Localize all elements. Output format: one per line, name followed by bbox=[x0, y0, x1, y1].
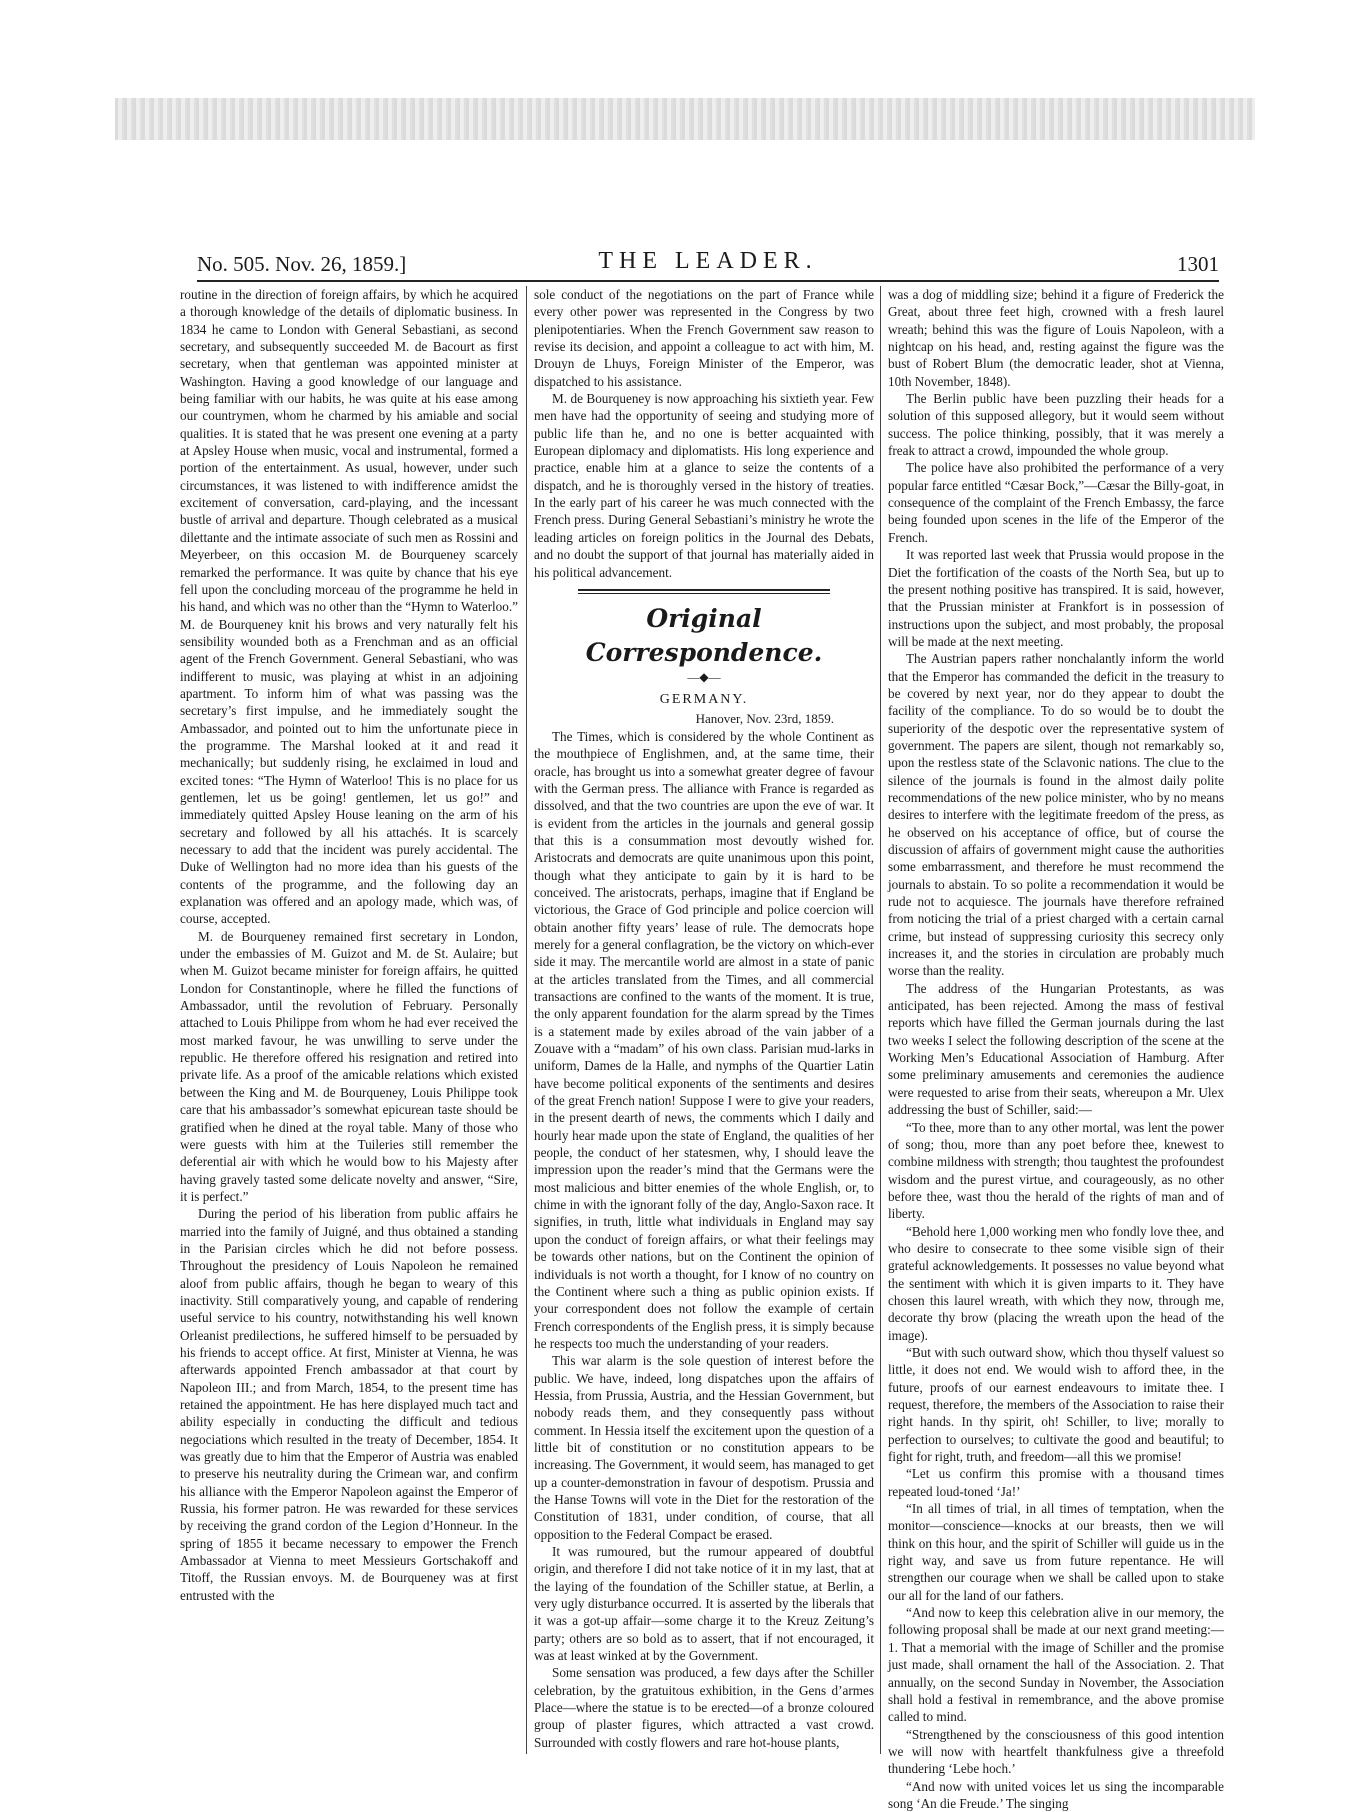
paragraph: “In all times of trial, in all times of temptation, when the monitor—conscience—knocks at our breasts, then we will think on this hour, and the spirit of Schiller will guide us in the right way, and save us from future repentance. He will strengthen our courage when we shall be called upon to stake our all for the land of our fathers. bbox=[888, 1501, 1224, 1603]
paragraph: M. de Bourqueney remained first secretary in London, under the embassies of M. Guizot and M. de St. Aulaire; but when M. Guizot became minister for foreign affairs, he quitted London for Constantinople, where he filled the functions of Ambassador, until the revolution of February. Personally attached to Louis Philippe from whom he had ever received the most marked favour, he was unwilling to serve under the republic. He therefore offered his resignation and retired into private life. As a proof of the amicable relations which existed between the King and M. de Bourqueney, Louis Philippe took care that his ambassador’s somewhat epicurean taste should be gratified when he dined at the royal table. Many of those who were guests with him at the Tuileries still remember the deferential air with which he would bow to his Majesty after having gravely tasted some delicate novelty and answer, “Sire, it is perfect.” bbox=[180, 928, 518, 1204]
paragraph: “To thee, more than to any other mortal, was lent the power of song; thou, more than any poet before thee, knewest to combine mildness with strength; thou taughtest the profoundest wisdom and the purest virtue, and courageously, as no other before thee, wast thou the herald of the rights of man and of liberty. bbox=[888, 1119, 1224, 1222]
scan-artifact-bar bbox=[115, 98, 1255, 140]
paragraph: It was rumoured, but the rumour appeared of doubtful origin, and therefore I did not take notice of it in my last, that at the laying of the foundation of the Schiller statue, at Berlin, a very ugly disturbance occurred. It is asserted by the liberals that it was a got-up affair—some charge it to the Kreuz Zeitung’s party; others are so bold as to assert, that if not encouraged, it was at least winked at by the Government. bbox=[534, 1544, 874, 1664]
column-3 bbox=[888, 286, 1224, 1811]
paragraph: The Austrian papers rather nonchalantly inform the world that the Emperor has commanded the deficit in the treasury to be covered by next year, nor do they appear to doubt the facility of the compliance. To do so would be to doubt the superiority of the despotic over the representative system of government. The papers are silent, though not remarkably so, upon the restless state of the Sclavonic nations. The clue to the silence of the journals is found in the almost daily polite recommendations of the new police minister, who by no means desires to interfere with the legitimate freedom of the press, as he observed on his acceptance of office, but of course the discussion of affairs of government might cause the authorities some embarrassment, and therefore he must recommend the journals to abstain. To so polite a recommendation it would be rude not to acquiesce. The journals have therefore refrained from noticing the trial of a priest charged with a certain carnal crime, but instead of suppressing curiosity this secrecy only increases it, and the stories in circulation are probably much worse than the reality. bbox=[888, 651, 1224, 979]
section-title: Original Correspondence. bbox=[585, 603, 823, 667]
paragraph: It was reported last week that Prussia would propose in the Diet the fortification of the coasts of the North Sea, but up to the present nothing positive has transpired. It is said, however, that the Prussian minister at Frankfort is in possession of instructions upon the subject, and most probably, the proposal will be made at the next meeting. bbox=[888, 547, 1224, 649]
paragraph: routine in the direction of foreign affairs, by which he acquired a thorough knowledge of the details of diplomatic business. In 1834 he came to London with General Sebastiani, as second secretary, and subsequently succeeded M. de Bacourt as first secretary, when that gentleman was appointed minister at Washington. Having a good knowledge of our language and being familiar with our habits, he was quite at his ease among our countrymen, whom he charmed by his amiable and social qualities. It is stated that he was present one evening at a party at Apsley House when music, vocal and instrumental, formed a portion of the entertainment. As usual, however, under such circumstances, it was listened to with indifference amidst the excitement of conversation, card-playing, and the incessant bustle of arrival and departure. Though celebrated as a musical dilettante and the intimate associate of such men as Rossini and Meyerbeer, on this occasion M. de Bourqueney scarcely remarked the performance. It was quite by chance that his eye fell upon the concluding morceau of the programme he held in his hand, and which was no other than the “Hymn to Waterloo.” M. de Bourqueney knit his brows and very naturally felt his sensibility wounded both as a Frenchman and as an official agent of the French Government. General Sebastiani, who was indifferent to music, was playing at whist in an adjoining apartment. To inform him of what was passing was the secretary’s first impulse, and he immediately sought the Ambassador, and pointed out to him the unfortunate piece in the programme. The Marshal looked at it and read it mechanically; but suddenly rising, he exclaimed in loud and excited tones: “The Hymn of Waterloo! This is no place for us gentlemen, let us be going! gentlemen, let us go!” and immediately quitted Apsley House leaning on the arm of his secretary and followed by all his attachés. It is scarcely necessary to add that the incident was purely accidental. The Duke of Wellington had no more idea than his guests of the contents of the programme, and the following day an explanation was offered and an apology made, which was, of course, accepted. bbox=[180, 287, 518, 927]
paragraph: “But with such outward show, which thou thyself valuest so little, it does not end. We would wish to afford thee, in the future, proofs of our earnest endeavours to imitate thee. I request, therefore, the members of the Association to raise their right hands. In thy spirit, oh! Schiller, to live; morally to perfection to ourselves; to cultivate the good and beautiful; to fight for right, truth, and freedom—all this we promise! bbox=[888, 1344, 1224, 1465]
column-1 bbox=[180, 286, 518, 1754]
dateline: Hanover, Nov. 23rd, 1859. bbox=[695, 710, 834, 726]
section-rule bbox=[578, 593, 830, 594]
paragraph: This war alarm is the sole question of interest before the public. We have, indeed, long dispatches upon the affairs of Hessia, from Prussia, Austria, and the Hessian Government, but nobody reads them, and they consequently pass without comment. In Hessia itself the excitement upon the question of a little bit of constitution or no constitution appears to be increasing. The Government, it would seem, has managed to get up a counter-demonstration in favour of despotism. Prussia and the Hanse Towns will vote in the Diet for the restoration of the Constitution of 1831, under condition, of course, that all opposition to the Federal Compact be erased. bbox=[534, 1353, 874, 1542]
paragraph: The police have also prohibited the performance of a very popular farce entitled “Cæsar Bock,”—Cæsar the Billy-goat, in consequence of the complaint of the French Embassy, the farce being founded upon scenes in the life of the Emperor of the French. bbox=[888, 460, 1224, 545]
paragraph: M. de Bourqueney is now approaching his sixtieth year. Few men have had the opportunity of seeing and studying more of public life than he, and no one is better acquainted with European diplomacy and diplomatists. His long experience and practice, enable him at a glance to seize the contents of a dispatch, and he is thoroughly versed in the history of treaties. In the early part of his career he was much connected with the French press. During General Sebastiani’s ministry he wrote the leading articles on foreign politics in the Journal des Debats, and no doubt the support of that journal has materially aided in his political advancement. bbox=[534, 391, 874, 580]
page-header bbox=[197, 248, 1219, 278]
section-subtitle: GERMANY. bbox=[659, 691, 749, 707]
column-2 bbox=[534, 286, 874, 1754]
paragraph: “Behold here 1,000 working men who fondly love thee, and who desire to consecrate to thee some visible sign of their grateful acknowledgements. It possesses no value beyond what the sentiment with which it is given imparts to it. They have chosen this laurel wreath, with which they now, through me, decorate thy brow (placing the wreath upon the head of the image). bbox=[888, 1223, 1224, 1343]
issue-number: No. 505. Nov. 26, 1859.] bbox=[197, 252, 407, 276]
column-rule bbox=[526, 286, 527, 1754]
masthead-title: THE LEADER. bbox=[598, 248, 818, 274]
page-number: 1301 bbox=[1177, 252, 1219, 276]
paragraph: During the period of his liberation from public affairs he married into the family of Juigné, and thus obtained a standing in the Parisian circles which he did not before possess. Throughout the presidency of Louis Napoleon he remained aloof from public affairs, though he began to weary of this inactivity. Still comparatively young, and capable of rendering useful service to his country, notwithstanding his well known Orleanist predilections, he suffered himself to be persuaded by his friends to accept office. At first, Minister at Vienna, he was afterwards appointed French ambassador at that court by Napoleon III.; and from March, 1854, to the present time has retained the appointment. He has here displayed much tact and ability especially in conducting the difficult and tedious negociations which resulted in the treaty of December, 1854. It was greatly due to him that the Emperor of Austria was enabled to preserve his neutrality during the Crimean war, and confirm his alliance with the Emperor Napoleon against the Emperor of Russia, his former patron. He was rewarded for these services by receiving the grand cordon of the Legion d’Honneur. In the spring of 1855 it became necessary to empower the French Ambassador at Vienna to meet Messieurs Gortschakoff and Titoff, the Russian envoys. M. de Bourqueney was at first entrusted with the bbox=[180, 1206, 518, 1603]
paragraph: “Let us confirm this promise with a thousand times repeated loud-toned ‘Ja!’ bbox=[888, 1466, 1224, 1499]
paragraph: The address of the Hungarian Protestants, as was anticipated, has been rejected. Among the mass of festival reports which have filled the German journals during the last two weeks I select the following description of the scene at the Working Men’s Educational Association of Hamburg. After some preliminary amusements and ceremonies the audience were requested to arise from their seats, whereupon a Mr. Ulex addressing the bust of Schiller, said:— bbox=[888, 980, 1224, 1118]
paragraph: “And now with united voices let us sing the incomparable song ‘An die Freude.’ The singing bbox=[888, 1778, 1224, 1811]
header-rule bbox=[197, 280, 1219, 282]
paragraph: “Strengthened by the consciousness of this good intention we will now with heartfelt thankfulness give a threefold thundering ‘Lebe hoch.’ bbox=[888, 1726, 1224, 1777]
section-rule bbox=[578, 589, 830, 591]
paragraph: Some sensation was produced, a few days after the Schiller celebration, by the gratuitous exhibition, in the Gens d’armes Place—where the statue is to be erected—of a bronze coloured group of plaster figures, which attracted a vast crowd. Surrounded with costly flowers and rare hot-house plants, bbox=[534, 1665, 874, 1750]
paragraph: sole conduct of the negotiations on the part of France while every other power was represented in the Congress by two plenipotentiaries. When the French Government saw reason to revise its decision, and appoint a colleague to act with him, M. Drouyn de Lhuys, Foreign Minister of the Emperor, was dispatched to his assistance. bbox=[534, 287, 874, 389]
paragraph: The Times, which is considered by the whole Continent as the mouthpiece of Englishmen, and, at the same time, their oracle, has brought us into a somewhat greater degree of favour with the German press. The alliance with France is regarded as dissolved, and that the two countries are upon the eve of war. It is evident from the articles in the journals and general gossip that this is a consummation most devoutly wished for. Aristocrats and democrats are quite unanimous upon this point, though what they anticipate to gain by it is hard to be conceived. The aristocrats, perhaps, imagine that if England be victorious, the Grace of God principle and police coercion will obtain another fifty years’ lease of rule. The democrats hope merely for a general conflagration, be the victory on which-ever side it may. The mercantile world are almost in a state of panic at the articles translated from the Times, and all commercial transactions are confined to the wants of the moment. It is true, the only apparent foundation for the alarm spread by the Times is a statement made by exiles abroad of the vain jabber of a Zouave with a “madam” of his own class. Parisian mud-larks in uniform, Dames de la Halle, and nymphs of the Quartier Latin have become political exponents of the sentiments and desires of the great French nation! Suppose I were to give your readers, in the present dearth of news, the comments which I daily and hourly hear made upon the state of England, the qualities of her people, the conduct of her statesmen, why, I should leave the impression upon the reader’s mind that the Germans were the most malicious and bitter enemies of the whole English, or, to chime in with the ignorant folly of the day, Anglo-Saxon race. It signifies, in truth, little what individuals in England may say upon the conduct of foreign affairs, or what their feelings may be towards other nations, but on the Continent the opinion of individuals is not worth a thought, for I know of no country on the Continent where such a thing as public opinion exists. If your correspondent does not follow the example of certain French correspondents of the English press, it is simply because he respects too much the understanding of your readers. bbox=[534, 728, 874, 1351]
paragraph: was a dog of middling size; behind it a figure of Frederick the Great, about three feet high, crowned with a fresh laurel wreath; behind this was the figure of Louis Napoleon, with a nightcap on his head, and, resting against the figure was the bust of Robert Blum (the democratic leader, shot at Vienna, 10th November, 1848). bbox=[888, 287, 1224, 389]
paragraph: “And now to keep this celebration alive in our memory, the following proposal shall be made at our next grand meeting:—1. That a memorial with the image of Schiller and the promise just made, shall ornament the hall of the Association. 2. That annually, on the second Sunday in November, the Association shall hold a festival in remembrance, and the above promise called to mind. bbox=[888, 1605, 1224, 1725]
column-rule bbox=[880, 286, 881, 1754]
paragraph: The Berlin public have been puzzling their heads for a solution of this supposed allegory, but it would seem without success. The police thinking, possibly, that it was merely a freak to attract a crowd, impounded the whole group. bbox=[888, 391, 1224, 459]
section-ornament: —◆— bbox=[687, 669, 721, 684]
